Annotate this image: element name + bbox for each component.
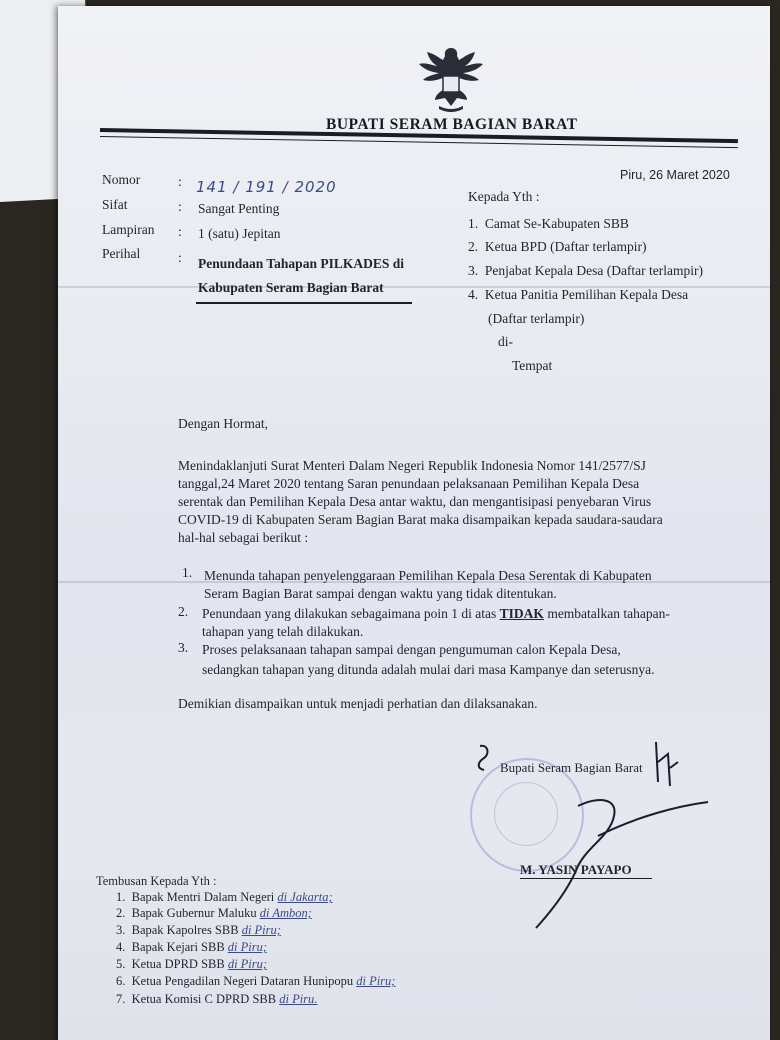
cc-number: 5.: [116, 957, 126, 971]
cc-location: di Piru;: [356, 974, 396, 988]
intro-line: hal-hal sebagai berikut :: [178, 530, 309, 545]
cc-text: Bapak Kejari SBB: [131, 940, 225, 954]
colon: :: [178, 224, 182, 239]
salutation: Dengan Hormat,: [178, 416, 268, 431]
letterhead-title: BUPATI SERAM BAGIAN BARAT: [326, 116, 578, 133]
cc-number: 1.: [116, 890, 126, 904]
cc-location: di Piru;: [227, 940, 268, 954]
lampiran-value: 1 (satu) Jepitan: [198, 226, 281, 241]
point-emphasis: TIDAK: [499, 606, 544, 621]
signer-name-underline: [520, 878, 652, 879]
cc-text: Ketua Pengadilan Negeri Dataran Hunipopu: [131, 974, 354, 988]
lampiran-label: Lampiran: [102, 222, 155, 237]
cc-item: [116, 940, 267, 955]
perihal-line-1: Penundaan Tahapan PILKADES di: [198, 256, 404, 271]
nomor-label: Nomor: [102, 172, 141, 187]
cc-location: di Piru.: [279, 992, 318, 1006]
intro-line: serentak dan Pemilihan Kepala Desa antar waktu, dan mengantisipasi penyebaran Virus: [178, 494, 652, 509]
cc-text: Bapak Kapolres SBB: [131, 923, 239, 937]
recipient-text: Penjabat Kepala Desa (Daftar terlampir): [484, 263, 704, 278]
signer-name: M. YASIN PAYAPO: [520, 862, 632, 877]
cc-item: [116, 906, 312, 921]
recipient-item-continuation: (Daftar terlampir): [488, 311, 585, 326]
nomor-value: 141 / 191 / 2020: [196, 178, 337, 196]
point-line: Menunda tahapan penyelenggaraan Pemilihan Kepala Desa Serentak di Kabupaten: [204, 568, 652, 583]
intro-line: tanggal,24 Maret 2020 tentang Saran penundaan pelaksanaan Pemilihan Kepala Desa: [178, 476, 640, 491]
signer-position: Bupati Seram Bagian Barat: [500, 760, 643, 775]
cc-number: 7.: [116, 992, 126, 1006]
point-line: tahapan yang telah dilakukan.: [202, 624, 364, 639]
recipient-number: 1.: [468, 216, 479, 231]
colon: :: [178, 174, 182, 189]
cc-location: di Ambon;: [259, 906, 312, 920]
cc-item: [116, 923, 281, 938]
recipient-tempat: Tempat: [512, 358, 553, 373]
point-text: membatalkan tahapan-: [547, 606, 670, 621]
colon: :: [178, 199, 182, 214]
cc-number: 2.: [116, 906, 126, 920]
cc-item: [116, 974, 395, 989]
sifat-value: Sangat Penting: [198, 201, 280, 216]
point-number: 2.: [178, 604, 189, 619]
recipient-di: di-: [498, 334, 513, 349]
cc-number: 3.: [116, 923, 126, 937]
cc-number: 4.: [116, 940, 126, 954]
point-text: Penundaan yang dilakukan sebagaimana poin 1 di atas: [202, 606, 497, 621]
cc-number: 6.: [116, 974, 126, 988]
point-line: Seram Bagian Barat sampai dengan waktu yang tidak ditentukan.: [204, 586, 557, 601]
letter-page: [58, 6, 770, 1040]
point-line: sedangkan tahapan yang ditunda adalah mulai dari masa Kampanye dan seterusnya.: [202, 662, 655, 677]
recipient-number: 4.: [468, 287, 479, 302]
cc-location: di Piru;: [227, 957, 268, 971]
cc-location: di Piru;: [241, 923, 281, 937]
closing-sentence: Demikian disampaikan untuk menjadi perhatian dan dilaksanakan.: [178, 696, 538, 711]
colon: :: [178, 250, 182, 265]
cc-item: [116, 957, 267, 972]
cc-text: Ketua DPRD SBB: [131, 957, 225, 971]
recipient-text: Ketua Panitia Pemilihan Kepala Desa: [484, 287, 689, 302]
cc-text: Bapak Mentri Dalam Negeri: [131, 890, 275, 904]
recipient-number: 3.: [468, 263, 479, 278]
recipient-number: 2.: [468, 239, 479, 254]
recipients-heading: Kepada Yth :: [468, 189, 540, 204]
recipient-text: Camat Se-Kabupaten SBB: [484, 216, 629, 231]
recipient-text: Ketua BPD (Daftar terlampir): [484, 239, 647, 254]
point-number: 3.: [178, 640, 189, 655]
cc-item: [116, 992, 317, 1007]
point-line: Proses pelaksanaan tahapan sampai dengan pengumuman calon Kepala Desa,: [202, 642, 621, 657]
perihal-label: Perihal: [102, 246, 141, 261]
letter-date: Piru, 26 Maret 2020: [620, 168, 730, 182]
perihal-line-2: Kabupaten Seram Bagian Barat: [198, 280, 384, 295]
cc-text: Ketua Komisi C DPRD SBB: [131, 992, 277, 1006]
cc-item: [116, 890, 333, 905]
cc-heading: Tembusan Kepada Yth :: [96, 874, 217, 888]
cc-text: Bapak Gubernur Maluku: [131, 906, 257, 920]
point-number: 1.: [182, 565, 193, 580]
intro-line: COVID-19 di Kabupaten Seram Bagian Barat maka disampaikan kepada saudara-saudara: [178, 512, 663, 527]
intro-line: Menindaklanjuti Surat Menteri Dalam Negeri Republik Indonesia Nomor 141/2577/SJ: [178, 458, 646, 473]
sifat-label: Sifat: [102, 197, 128, 212]
cc-location: di Jakarta;: [277, 890, 333, 904]
